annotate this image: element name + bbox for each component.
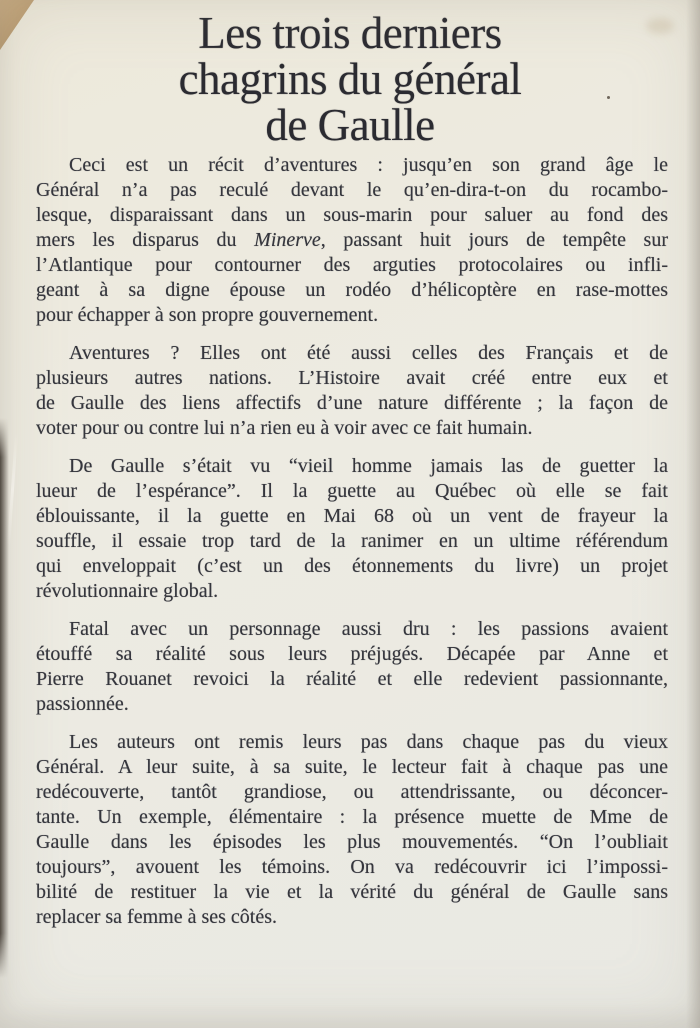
text-line bbox=[36, 153, 668, 178]
book-title-line-3: de Gaulle bbox=[265, 100, 435, 150]
text-segment: qui enveloppait (c’est un des étonnements du livre) un projet bbox=[36, 555, 668, 577]
text-line bbox=[36, 454, 668, 479]
text-line bbox=[36, 341, 668, 366]
text-segment: mers les disparus du bbox=[36, 229, 255, 251]
synopsis-text bbox=[36, 153, 668, 930]
text-segment: bilité de restituer la vie et la vérité du général de Gaulle sans bbox=[36, 881, 668, 903]
text-line bbox=[36, 504, 668, 529]
text-line bbox=[36, 228, 668, 253]
text-line bbox=[36, 692, 668, 717]
text-segment: passionnée. bbox=[36, 693, 129, 715]
text-line bbox=[36, 178, 668, 203]
text-segment: toujours”, avouent les témoins. On va redécouvrir ici l’impossi- bbox=[36, 856, 668, 878]
text-segment: souffle, il essaie trop tard de la ranimer en un ultime référendum bbox=[36, 530, 668, 552]
text-segment: voter pour ou contre lui n’a rien eu à voir avec ce fait humain. bbox=[36, 417, 533, 439]
text-segment: tante. Un exemple, élémentaire : la présence muette de Mme de bbox=[36, 806, 668, 828]
text-line bbox=[36, 203, 668, 228]
paragraph bbox=[36, 730, 668, 930]
paragraph bbox=[36, 341, 668, 441]
text-segment: plusieurs autres nations. L’Histoire avait créé entre eux et bbox=[36, 367, 668, 389]
text-segment: Les auteurs ont remis leurs pas dans chaque pas du vieux bbox=[69, 731, 668, 753]
text-line bbox=[36, 805, 668, 830]
text-segment: Pierre Rouanet revoici la réalité et elle redevient passionnante, bbox=[36, 668, 668, 690]
paragraph bbox=[36, 617, 668, 717]
text-segment: étouffé sa réalité sous leurs préjugés. Décapée par Anne et bbox=[36, 643, 668, 665]
book-title bbox=[20, 10, 680, 148]
text-segment: de Gaulle des liens affectifs d’une nature différente ; la façon de bbox=[36, 392, 668, 414]
text-line bbox=[36, 529, 668, 554]
text-segment: Général n’a pas reculé devant le qu’en-dira-t-on du rocambo- bbox=[36, 179, 668, 201]
text-line bbox=[36, 278, 668, 303]
text-line bbox=[36, 554, 668, 579]
text-line bbox=[36, 730, 668, 755]
text-segment: pour échapper à son propre gouvernement. bbox=[36, 304, 379, 326]
text-line bbox=[36, 880, 668, 905]
text-line bbox=[36, 642, 668, 667]
text-line bbox=[36, 617, 668, 642]
text-segment: l’Atlantique pour contourner des arguties protocolaires ou infli- bbox=[36, 254, 668, 276]
text-line bbox=[36, 855, 668, 880]
text-segment: révolutionnaire global. bbox=[36, 580, 219, 602]
text-segment: lueur de l’espérance”. Il la guette au Québec où elle se fait bbox=[36, 480, 668, 502]
text-segment: Général. A leur suite, à sa suite, le lecteur fait à chaque pas une bbox=[36, 756, 668, 778]
text-segment: Gaulle dans les épisodes les plus mouvementés. “On l’oubliait bbox=[36, 831, 668, 853]
text-line bbox=[36, 416, 668, 441]
text-segment: Ceci est un récit d’aventures : jusqu’en son grand âge le bbox=[69, 154, 668, 176]
text-segment: éblouissante, il la guette en Mai 68 où un vent de frayeur la bbox=[36, 505, 668, 527]
text-line bbox=[36, 253, 668, 278]
text-line bbox=[36, 667, 668, 692]
paragraph bbox=[36, 153, 668, 328]
book-name-italic: Minerve bbox=[254, 229, 321, 251]
paragraph bbox=[36, 454, 668, 604]
text-segment: Aventures ? Elles ont été aussi celles des Français et de bbox=[69, 342, 668, 364]
book-title-line-2: chagrins du général bbox=[178, 54, 522, 104]
text-line bbox=[36, 755, 668, 780]
text-segment: , passant huit jours de tempête sur bbox=[320, 229, 668, 251]
text-segment: Fatal avec un personnage aussi dru : les passions avaient bbox=[69, 618, 668, 640]
page-left-edge-shadow bbox=[0, 418, 9, 978]
text-segment: De Gaulle s’était vu “vieil homme jamais las de guetter la bbox=[69, 455, 668, 477]
text-line bbox=[36, 366, 668, 391]
text-segment: lesque, disparaissant dans un sous-marin pour saluer au fond des bbox=[36, 204, 668, 226]
page-right-edge-shadow bbox=[686, 0, 700, 1028]
text-line bbox=[36, 579, 668, 604]
book-title-line-1: Les trois derniers bbox=[198, 8, 502, 58]
text-segment: geant à sa digne épouse un rodéo d’hélicoptère en rase-mottes bbox=[36, 279, 668, 301]
text-line bbox=[36, 479, 668, 504]
text-line bbox=[36, 391, 668, 416]
text-line bbox=[36, 905, 668, 930]
text-line bbox=[36, 780, 668, 805]
text-segment: redécouverte, tantôt grandiose, ou attendrissante, ou déconcer- bbox=[36, 781, 668, 803]
text-segment: replacer sa femme à ses côtés. bbox=[36, 906, 277, 928]
text-line bbox=[36, 303, 668, 328]
text-line bbox=[36, 830, 668, 855]
